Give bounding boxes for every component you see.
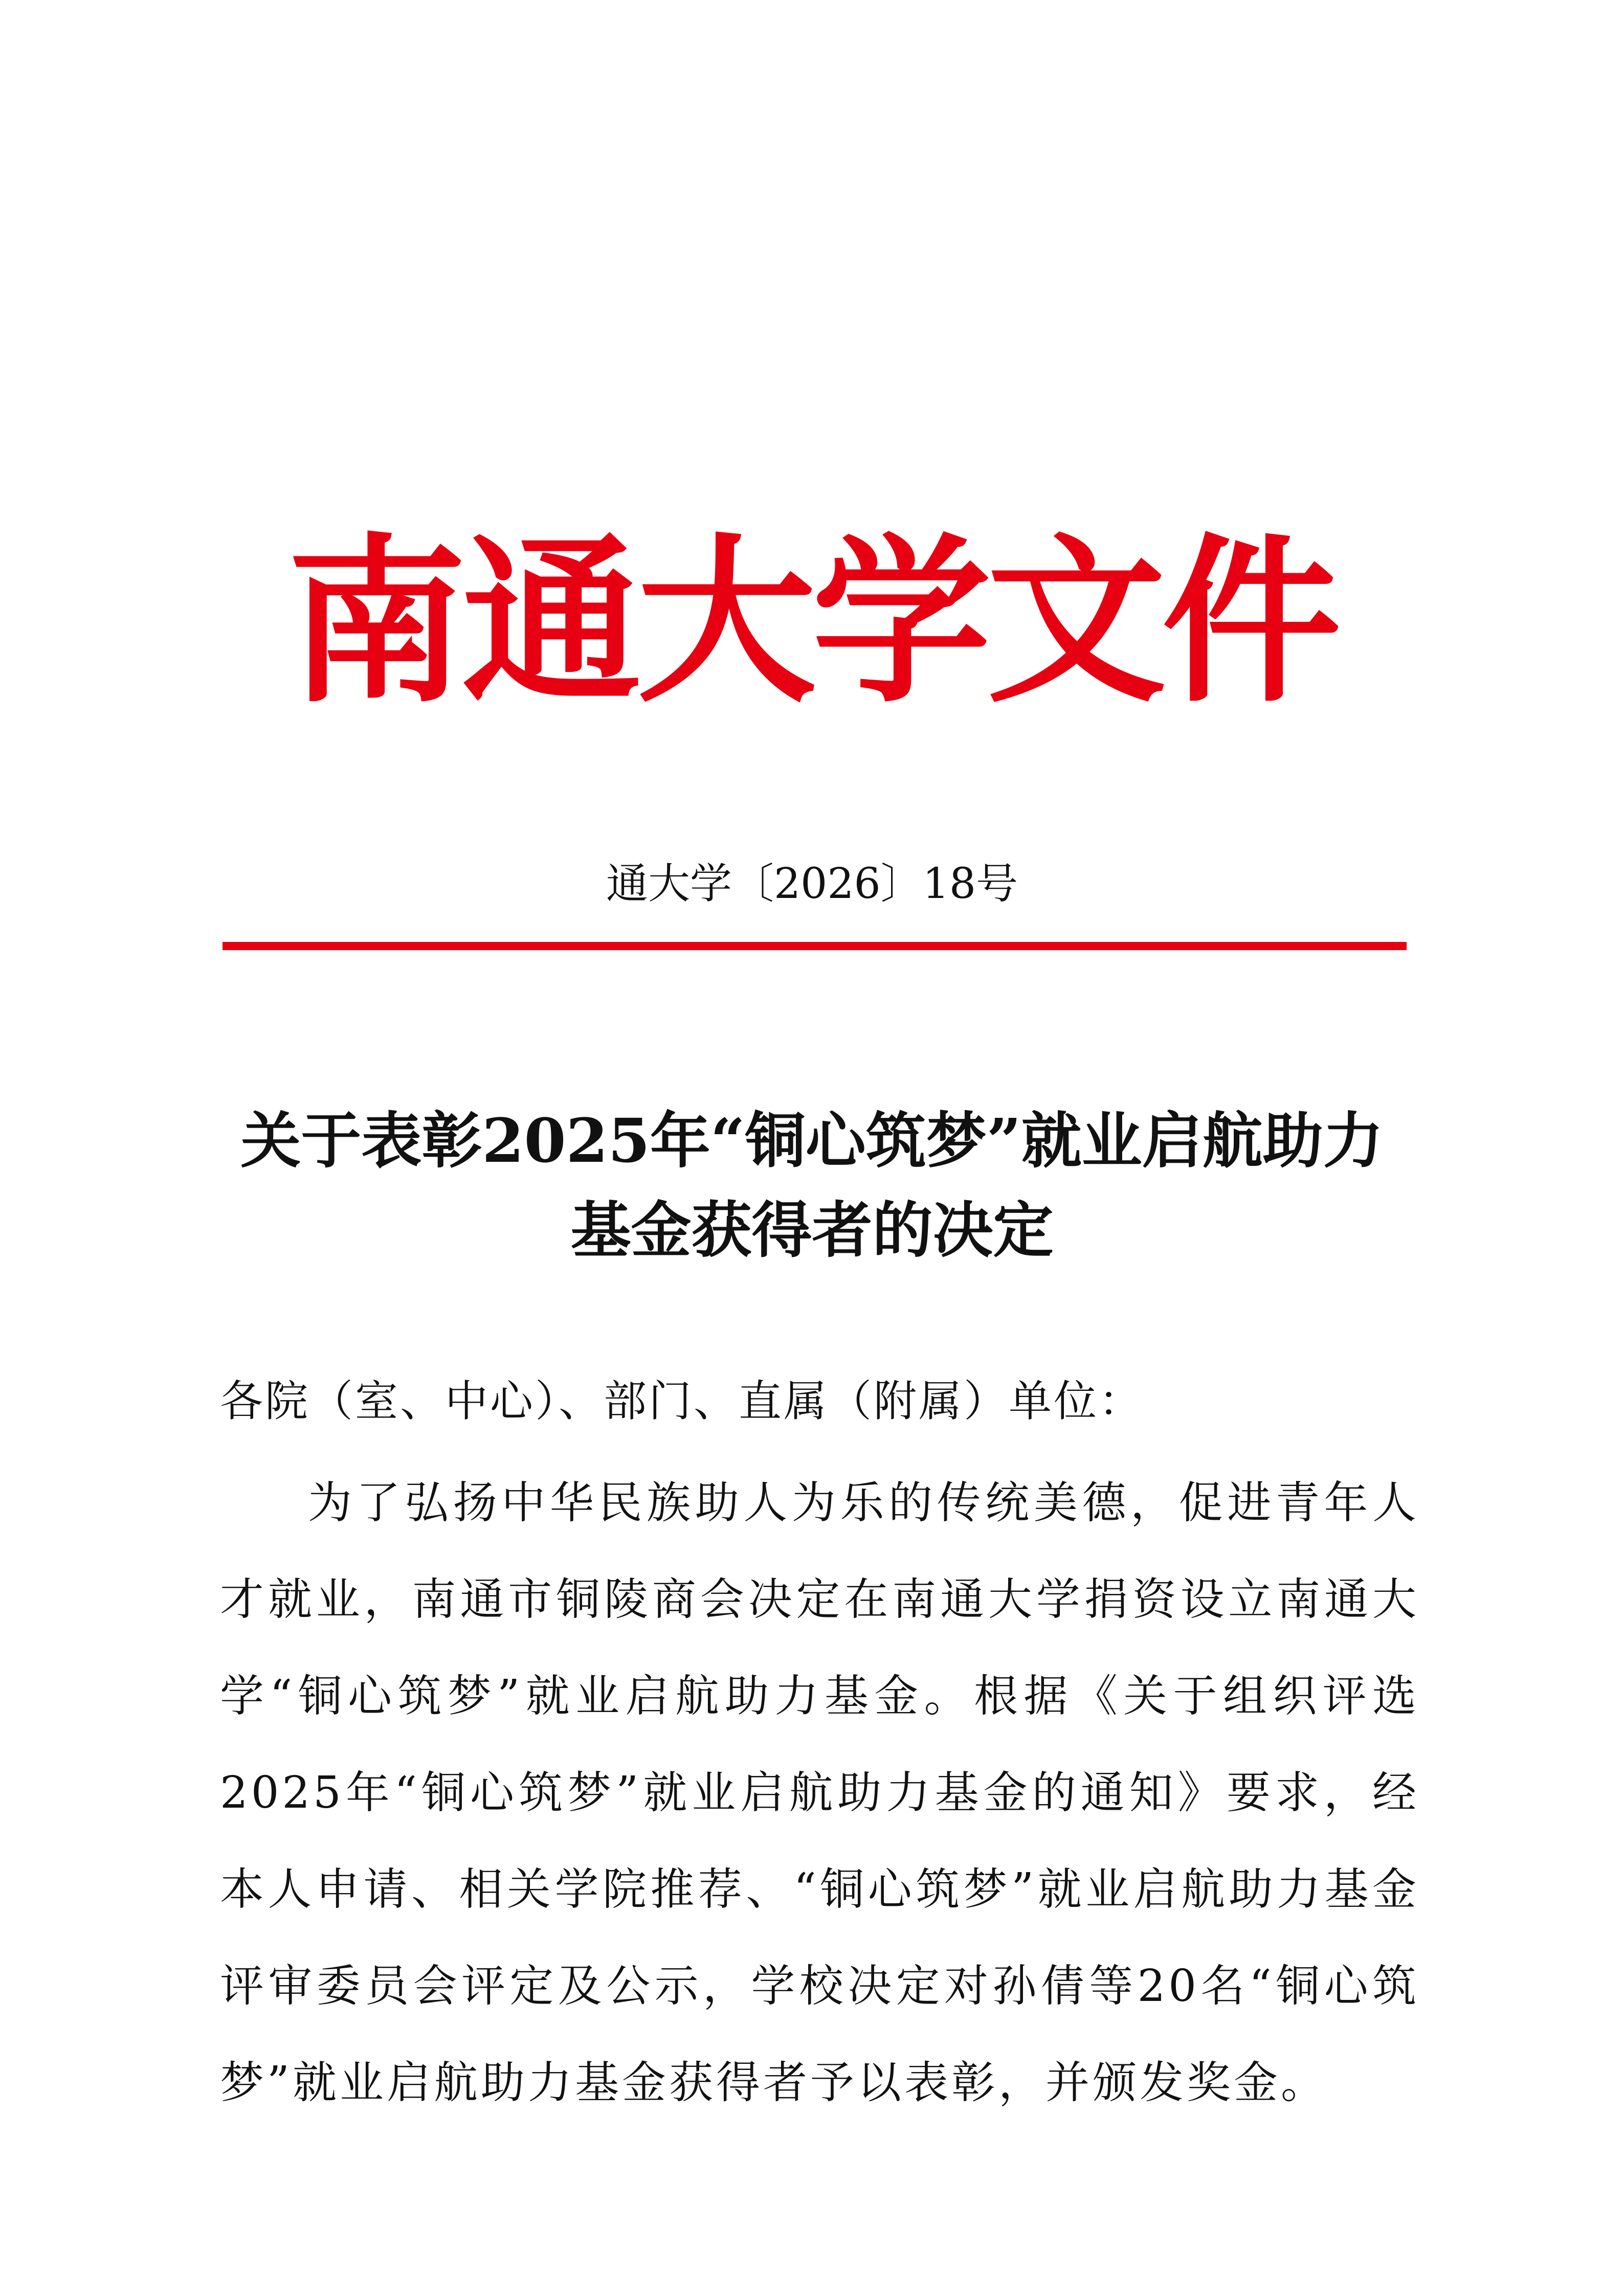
document-header-title: 南通大学文件 <box>287 516 1337 727</box>
salutation: 各院（室、中心）、部门、直属（附属）单位： <box>220 1376 1144 1426</box>
document-title-line-2: 基金获得者的决定 <box>570 1195 1054 1266</box>
red-separator-line <box>223 942 1407 950</box>
document-number: 通大学〔2026〕18号 <box>606 860 1018 908</box>
body-paragraph: 为了弘扬中华民族助人为乐的传统美德，促进青年人才就业，南通市铜陵商会决定在南通大学捐资设立南通大学“铜心筑梦”就业启航助力基金。根据《关于组织评选2025年“铜心筑梦”就业启航助力基金的通知》要求，经本人申请、相关学院推荐、“铜心筑梦”就业启航助力基金评审委员会评定及公示，学校决定对孙倩等20名“铜心筑梦”就业启航助力基金获得者予以表彰，并颁发奖金。 <box>220 1477 1419 2108</box>
document-title-line-1: 关于表彰2025年“铜心筑梦”就业启航助力 <box>240 1105 1384 1176</box>
